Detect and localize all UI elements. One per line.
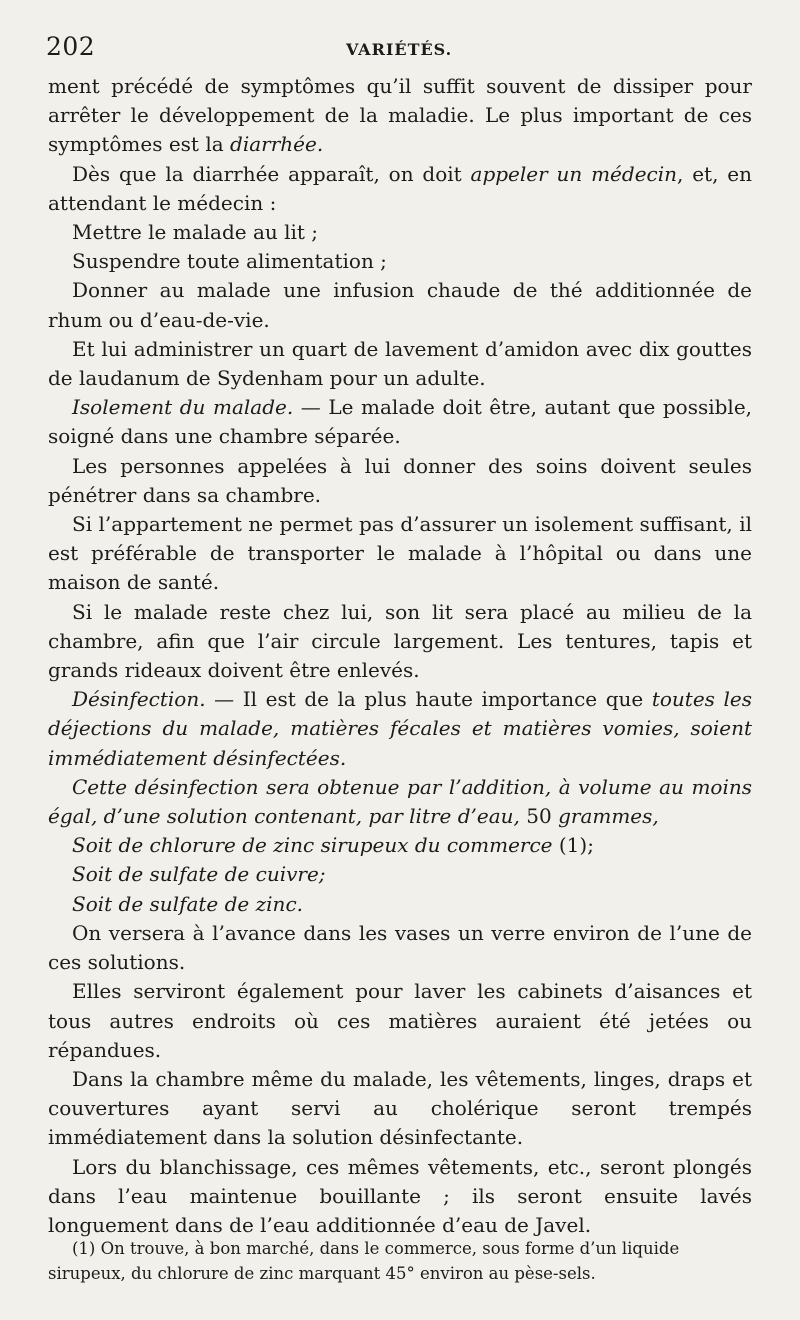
footnote-ref: (1) [558,833,588,858]
page-number: 202 [46,32,96,61]
running-head: VARIÉTÉS. [346,40,453,59]
paragraph: Lors du blanchissage, ces mêmes vêtements, etc., seront plongés dans l’eau maintenue bouillante ; ils seront ensuite lavés longuement dans de l’eau additionnée d’eau de Javel. [48,1154,752,1237]
paragraph: Si l’appartement ne permet pas d’assurer un isolement suffisant, il est préférable de transporter le malade à l’hôpital ou dans une maison de santé. [48,512,752,595]
paragraph: Si le malade reste chez lui, son lit sera placé au milieu de la chambre, afin que l’air circule largement. Les tentures, tapis et grands rideaux doivent être enlevés. [48,599,752,683]
list-item: Soit de sulfate de zinc. [72,891,303,916]
list-item: Soit de chlorure de zinc sirupeux du commerce (1); [72,833,594,858]
paragraph: Dans la chambre même du malade, les vêtements, linges, draps et couvertures ayant servi au cholérique seront trempés immédiatement dans la solution désinfectante. [48,1066,752,1150]
page-header [46,30,746,70]
section-heading: Isolement du malade. [72,395,294,420]
paragraph: Dès que la diarrhée apparaît, on doit appeler un médecin, et, en attendant le médecin : [48,161,752,215]
paragraph: Les personnes appelées à lui donner des soins doivent seules pénétrer dans sa chambre. [48,453,752,507]
paragraph: Elles serviront également pour laver les cabinets d’aisances et tous autres endroits où ces matières auraient été jetées ou répandues. [48,979,752,1062]
footnote [48,1236,752,1286]
paragraph: Cette désinfection sera obtenue par l’addition, à volume au moins égal, d’une solution contenant, par litre d’eau, 50 grammes, [48,774,752,829]
list-item: Suspendre toute alimentation ; [72,249,387,274]
section-heading: Désinfection. [72,687,206,712]
body-text [48,72,752,1240]
paragraph: ment précédé de symptômes qu’il suffit souvent de dissiper pour arrêter le développement de la maladie. Le plus important de ces symptômes est la diarrhée. [48,74,752,157]
paragraph: Isolement du malade. — Le malade doit être, autant que possible, soigné dans une chambre séparée. [48,395,753,449]
list-item: Mettre le malade au lit ; [72,220,319,245]
list-item: Donner au malade une infusion chaude de thé additionnée de rhum ou d’eau-de-vie. [48,278,752,332]
list-item: Soit de sulfate de cuivre; [72,862,326,887]
list-item: Et lui administrer un quart de lavement d’amidon avec dix gouttes de laudanum de Sydenham pour un adulte. [48,336,752,391]
paragraph: On versera à l’avance dans les vases un verre environ de l’une de ces solutions. [48,920,752,975]
footnote-text: (1) On trouve, à bon marché, dans le commerce, sous forme d’un liquide sirupeux, du chlorure de zinc marquant 45° environ au pèse-sels. [48,1239,680,1283]
paragraph: Désinfection. — Il est de la plus haute importance que toutes les déjections du malade, matières fécales et matières vomies, soient immédiatement désinfectées. [48,687,752,770]
